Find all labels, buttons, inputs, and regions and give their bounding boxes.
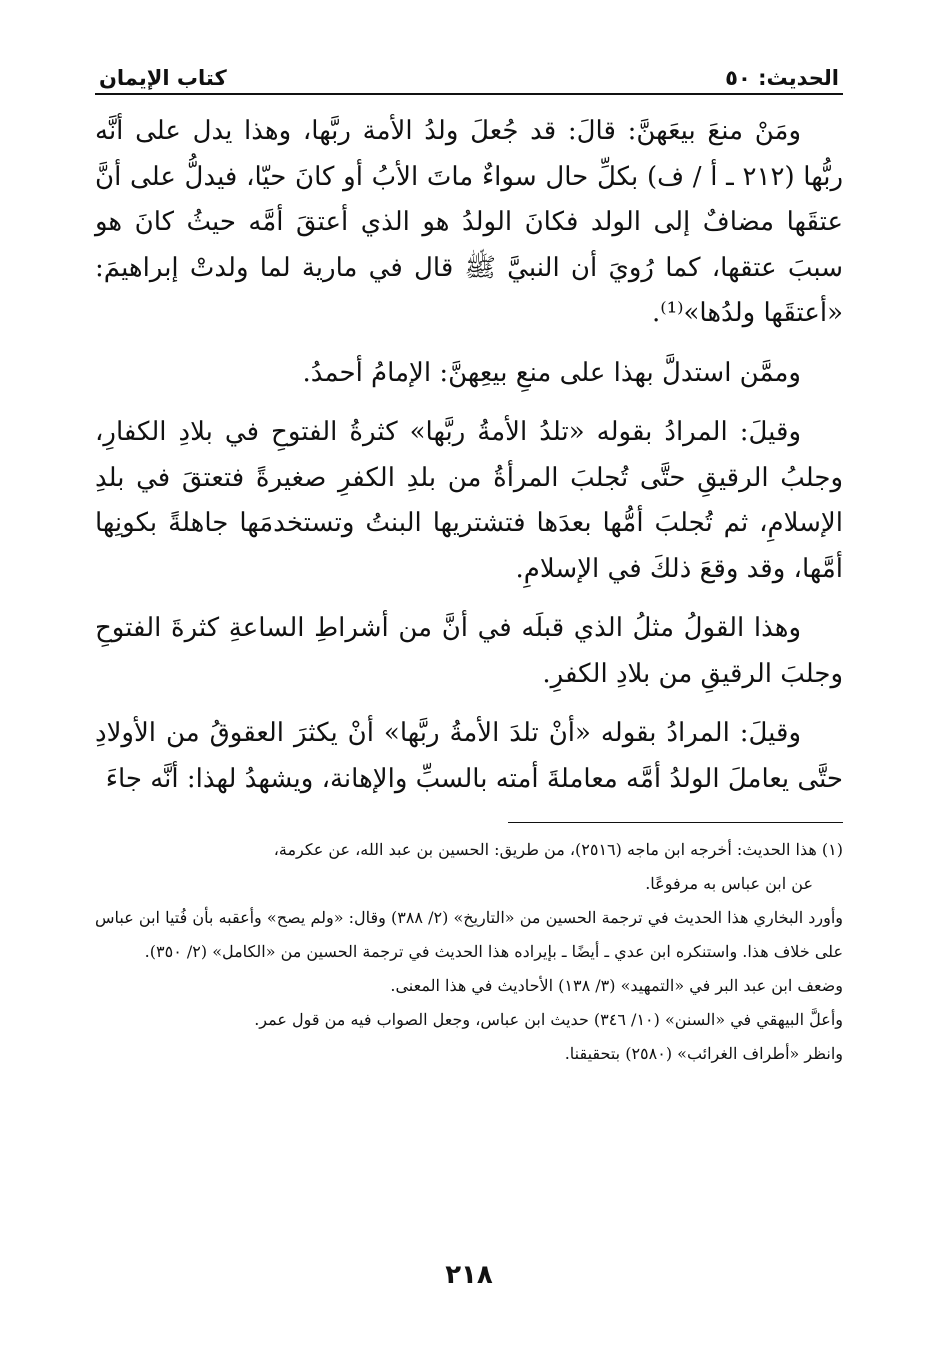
book-page — [95, 55, 843, 1315]
footnote-line: وضعف ابن عبد البر في «التمهيد» (٣/ ١٣٨) الأحاديث في هذا المعنى. — [390, 976, 843, 995]
footnotes — [95, 833, 843, 1071]
paragraph: وقيلَ: المرادُ بقوله «أنْ تلدَ الأمةُ ربَّها» أنْ يكثرَ العقوقُ من الأولادِ حتَّى يعاملَ الولدُ أمَّه معاملةَ أمته بالسبِّ والإهانة، ويشهدُ لهذا: أنَّه جاءَ — [95, 718, 843, 794]
footnote-divider — [508, 822, 843, 823]
paragraph: وممَّن استدلَّ بهذا على منعِ بيعِهنَّ: الإمامُ أحمدُ. — [302, 357, 801, 388]
footnote-line: وانظر «أطراف الغرائب» (٢٥٨٠) بتحقيقنا. — [564, 1044, 843, 1063]
hadith-number-label: الحديث: ٥٠ — [725, 66, 839, 90]
footnote-line: عن ابن عباس به مرفوعًا. — [645, 874, 813, 893]
paragraph: وهذا القولُ مثلُ الذي قبلَه في أنَّ من أشراطِ الساعةِ كثرةَ الفتوحِ وجلبَ الرقيقِ من بلادِ الكفرِ. — [95, 613, 843, 689]
main-text — [95, 109, 843, 802]
paragraph: ومَنْ منعَ بيعَهنَّ: قالَ: قد جُعلَ ولدُ الأمة ربَّها، وهذا يدل على أنَّه ربُّها (٢١٢ ـ أ / ف) بكلِّ حال سواءٌ ماتَ الأبُ أو كانَ حيّا، فيدلُّ على أنَّ عتقَها مضافٌ إلى الولد فكانَ الولدُ هو الذي أعتقَ أمَّه حيثُ كانَ هو سببَ عتقها، كما رُويَ أن النبيَّ ﷺ قال في مارية لما ولدتْ إبراهيمَ: «أعتقَها ولدُها»⁽¹⁾. — [95, 116, 843, 328]
book-title: كتاب الإيمان — [99, 66, 227, 90]
footnote-line: وأعلَّ البيهقي في «السنن» (١٠/ ٣٤٦) حديث ابن عباس، وجعل الصواب فيه من قول عمر. — [254, 1010, 843, 1029]
footnote-line: (١) هذا الحديث: أخرجه ابن ماجه (٢٥١٦)، من طريق: الحسين بن عبد الله، عن عكرمة، — [273, 840, 843, 859]
running-header — [95, 55, 843, 95]
paragraph: وقيلَ: المرادُ بقوله «تلدُ الأمةُ ربَّها» كثرةُ الفتوحِ في بلادِ الكفارِ، وجلبُ الرقيقِ حتَّى تُجلبَ المرأةُ من بلدِ الكفرِ صغيرةً فتعتقَ في بلدِ الإسلامِ، ثم تُجلبَ أمُّها بعدَها فتشتريها البنتُ وتستخدمَها جاهلةً بكونِها أمَّها، وقد وقعَ ذلكَ في الإسلامِ. — [95, 417, 843, 584]
footnote-line: وأورد البخاري هذا الحديث في ترجمة الحسين من «التاريخ» (٢/ ٣٨٨) وقال: «ولم يصح» وأعقبه بأن فُتيا ابن عباس على خلاف هذا. واستنكره ابن عدي ـ أيضًا ـ بإيراده هذا الحديث في ترجمة الحسين من «الكامل» (٢/ ٣٥٠). — [95, 908, 843, 961]
page-number: ٢١٨ — [445, 1260, 493, 1290]
